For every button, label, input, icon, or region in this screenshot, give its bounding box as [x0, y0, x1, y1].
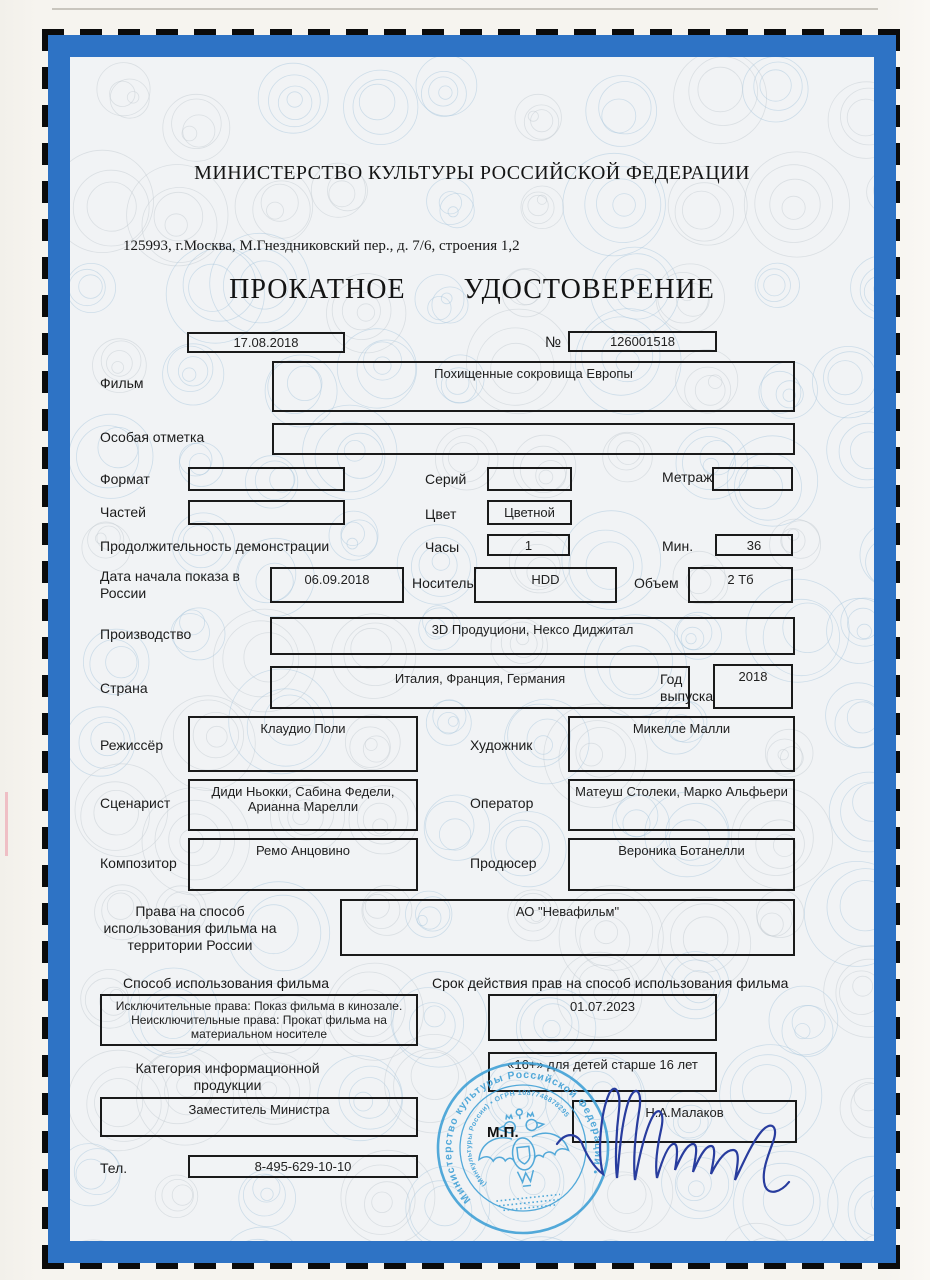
director-label: Режиссёр	[100, 737, 164, 753]
producer-box: Вероника Ботанелли	[568, 838, 795, 891]
producer-label: Продюсер	[470, 855, 537, 871]
series-box	[487, 467, 572, 491]
artist-label: Художник	[470, 737, 533, 753]
composer-label: Композитор	[100, 855, 177, 871]
rights-label: Права на способ использования фильма на территории России	[103, 903, 277, 953]
carrier-label: Носитель	[412, 575, 474, 591]
rights-holder-box: АО "Невафильм"	[340, 899, 795, 956]
minutes-label: Мин.	[662, 538, 694, 554]
volume-box: 2 Тб	[688, 567, 793, 603]
start-date-box: 06.09.2018	[270, 567, 404, 603]
parts-label: Частей	[100, 504, 146, 520]
screenwriter-label: Сценарист	[100, 795, 171, 811]
length-label: Метраж	[662, 469, 713, 485]
document-title-word1: ПРОКАТНОЕ	[229, 274, 406, 305]
minutes-box: 36	[715, 534, 793, 556]
phone-label: Тел.	[100, 1160, 128, 1176]
screenwriter-box: Диди Ньокки, Сабина Федели, Арианна Марелли	[188, 779, 418, 831]
deputy-minister-box: Заместитель Министра	[100, 1097, 418, 1137]
document-title	[70, 274, 874, 306]
production-label: Производство	[100, 626, 192, 642]
duration-label: Продолжительность демонстрации	[100, 538, 330, 554]
category-label: Категория информационной продукции	[135, 1060, 320, 1093]
production-box: 3D Продуциони, Нексо Диджитал	[270, 617, 795, 655]
artist-box: Микелле Малли	[568, 716, 795, 772]
number-sign-label: №	[545, 334, 562, 351]
document-title-word2: УДОСТОВЕРЕНИЕ	[463, 274, 715, 305]
usage-method-box: Исключительные права: Показ фильма в кинозале. Неисключительные права: Прокат фильма на материальном носителе	[100, 994, 418, 1046]
year-label: Год выпуска	[660, 671, 714, 704]
series-label: Серий	[425, 471, 467, 487]
parts-box	[188, 500, 345, 525]
start-date-label: Дата начала показа в России	[100, 568, 240, 601]
phone-box: 8-495-629-10-10	[188, 1155, 418, 1178]
director-box: Клаудио Поли	[188, 716, 418, 772]
certificate-number-box: 126001518	[568, 331, 717, 352]
film-title-box: Похищенные сокровища Европы	[272, 361, 795, 412]
rights-term-box: 01.07.2023	[488, 994, 717, 1041]
stamp-place-label: М.П.	[487, 1124, 519, 1141]
color-label: Цвет	[425, 506, 457, 522]
operator-box: Матеуш Столеки, Марко Альфьери	[568, 779, 795, 831]
special-mark-box	[272, 423, 795, 455]
handwritten-signature	[545, 1082, 805, 1202]
country-label: Страна	[100, 680, 148, 696]
operator-label: Оператор	[470, 795, 534, 811]
volume-label: Объем	[634, 575, 679, 591]
issue-date-box: 17.08.2018	[187, 332, 345, 353]
stamp-ring-text: Министерство культуры Российской Федерации •	[442, 1068, 605, 1206]
ministry-address: 125993, г.Москва, М.Гнездниковский пер., д. 7/6, строения 1,2	[123, 238, 520, 254]
country-box: Италия, Франция, Германия	[270, 666, 690, 709]
special-mark-label: Особая отметка	[100, 429, 205, 445]
format-box	[188, 467, 345, 491]
color-box: Цветной	[487, 500, 572, 525]
hours-label: Часы	[425, 539, 460, 555]
category-box: «16+» для детей старше 16 лет	[488, 1052, 717, 1092]
carrier-box: HDD	[474, 567, 617, 603]
year-box: 2018	[713, 664, 793, 709]
format-label: Формат	[100, 471, 150, 487]
hours-box: 1	[487, 534, 570, 556]
ministry-title: МИНИСТЕРСТВО КУЛЬТУРЫ РОССИЙСКОЙ ФЕДЕРАЦИИ	[194, 162, 750, 184]
length-box	[712, 467, 793, 491]
stamp-inner-text: (Минкультуры России) • ОГРН 1087746878295	[465, 1089, 571, 1188]
usage-method-header: Способ использования фильма	[123, 975, 330, 991]
signatory-name-box: Н.А.Малаков	[572, 1100, 797, 1143]
rights-term-header: Срок действия прав на способ использования фильма	[432, 975, 789, 991]
composer-box: Ремо Анцовино	[188, 838, 418, 891]
film-label: Фильм	[100, 375, 144, 391]
